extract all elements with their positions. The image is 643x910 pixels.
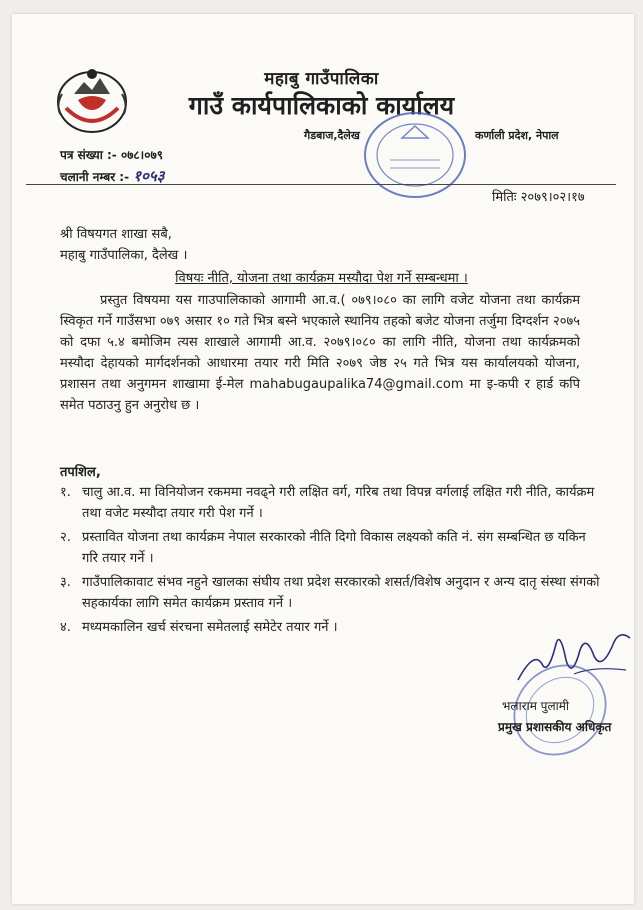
details-item-number: २. — [60, 530, 71, 545]
dispatch-number-value: १०५३ — [133, 167, 165, 185]
details-item-number: ३. — [60, 575, 71, 590]
dispatch-number — [60, 166, 164, 186]
details-list — [60, 482, 600, 641]
letter-date: मितिः २०७९।०२।१७ — [492, 190, 585, 205]
office-name: महाबु गाउँपालिका — [264, 69, 379, 89]
recipient-line-1: श्री विषयगत शाखा सबै, — [60, 227, 172, 242]
details-item-number: ४. — [60, 620, 71, 635]
details-item-number: १. — [60, 485, 71, 500]
details-list-item — [60, 482, 600, 524]
signatory-name: भलाराम पुलामी — [502, 699, 570, 713]
office-stamp-icon — [360, 108, 470, 202]
details-item-text: गाउँपालिकावाट संभव नहुने खालका संघीय तथा प्रदेश सरकारको शसर्त/विशेष अनुदान र अन्य दातृ संस्था संगको सहकार्यका लागि समेत कार्यक्रम प्रस्ताव गर्ने । — [82, 575, 600, 611]
header-divider — [26, 184, 616, 185]
office-address: गैडबाज,दैलेख — [304, 129, 360, 142]
office-title: गाउँ कार्यपालिकाको कार्यालय — [188, 91, 455, 120]
signatory-title: प्रमुख प्रशासकीय अधिकृत — [498, 720, 612, 734]
details-item-text: प्रस्तावित योजना तथा कार्यक्रम नेपाल सरकारको नीति दिगो विकास लक्ष्यको कति नं. संग सम्बन्धित छ यकिन गरि तयार गर्ने । — [82, 530, 586, 566]
details-item-text: मध्यमकालिन खर्च संरचना समेतलाई समेटेर तयार गर्ने । — [82, 620, 338, 635]
details-list-item — [60, 527, 600, 569]
details-heading: तपशिल, — [60, 465, 101, 480]
letter-reference-number: पत्र संख्या :- ०७८।०७९ — [60, 148, 163, 162]
letter-body: प्रस्तुत विषयमा यस गाउपालिकाको आगामी आ.व.( ०७९।०८० का लागि वजेट योजना तथा कार्यक्रम स्विकृत गर्ने गाउँसभा ०७९ असार १० गते भित्र बस्ने भएकाले स्थानिय तहको बजेट योजना तर्जुमा दिग्दर्शन २०७५ को दफा ५.४ बमोजिम त्यस शाखाले आगामी आ.व. २०७९।०८० का लागि नीति, योजना तथा कार्यक्रमको मस्यौदा देहायको मार्गदर्शनको आधारमा तयार गरी मिति २०७९ जेष्ठ २५ गते भित्र यस कार्यालयको योजना, प्रशासन तथा अनुगमन शाखामा ई-मेल mahabugaupalika74@gmail.com मा इ-कपी र हार्ड कपि समेत पठाउनु हुन अनुरोध छ । — [60, 293, 580, 413]
dispatch-number-label: चलानी नम्बर :- — [60, 170, 130, 184]
details-item-text: चालु आ.व. मा विनियोजन रकममा नवढ्ने गरी लक्षित वर्ग, गरिब तथा विपन्न वर्गलाई लक्षित गरी नीति, कार्यक्रम तथा वजेट मस्यौदा तयार गरी पेश गर्ने । — [82, 485, 595, 521]
details-list-item — [60, 572, 600, 614]
recipient-line-2: महाबु गाउँपालिका, दैलेख । — [60, 248, 188, 263]
province-address: कर्णाली प्रदेश, नेपाल — [475, 129, 559, 142]
letter-subject: विषयः नीति, योजना तथा कार्यक्रम मस्यौदा पेश गर्ने सम्बन्धमा । — [175, 271, 468, 286]
